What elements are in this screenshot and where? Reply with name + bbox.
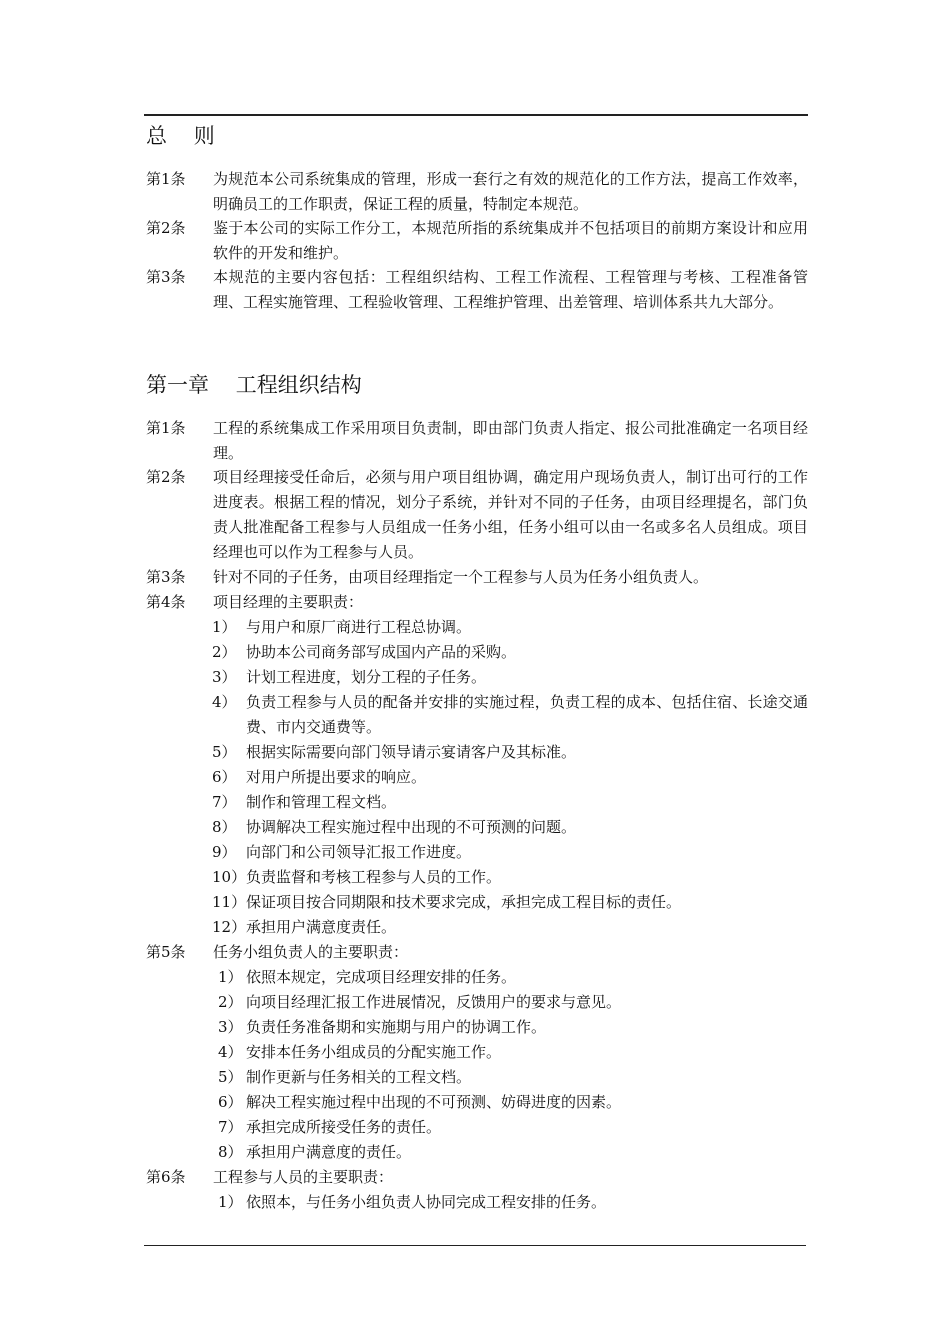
article-text: 项目经理接受任命后，必须与用户项目组协调，确定用户现场负责人，制订出可行的工作进度表。根据工程的情况，划分子系统，并针对不同的子任务，由项目经理提名，部门负责人批准配备工程参与人员组成一任务小组，任务小组可以由一名或多名人员组成。项目经理也可以作为工程参与人员。 — [213, 468, 808, 561]
list-item: 12） 承担用户满意度责任。 — [212, 918, 397, 936]
article-general-2 — [146, 216, 808, 266]
list-item: 1） 依照本规定，完成项目经理安排的任务。 — [218, 968, 517, 986]
list-item: 4） 安排本任务小组成员的分配实施工作。 — [218, 1043, 502, 1061]
list-item: 8） 协调解决工程实施过程中出现的不可预测的问题。 — [212, 818, 577, 836]
list-item: 7） 制作和管理工程文档。 — [212, 793, 397, 811]
article-general-3 — [146, 265, 808, 315]
list-item: 3） 负责任务准备期和实施期与用户的协调工作。 — [218, 1018, 547, 1036]
list-item: 11） 保证项目按合同期限和技术要求完成，承担完成工程目标的责任。 — [212, 893, 682, 911]
article-ch1-5 — [146, 940, 808, 965]
list-item: 4） 负责工程参与人员的配备并安排的实施过程，负责工程的成本、包括住宿、长途交通费、市内交通费等。 — [212, 693, 808, 736]
article-text: 工程参与人员的主要职责： — [213, 1168, 394, 1186]
article-text: 项目经理的主要职责： — [213, 593, 364, 611]
article-number: 第1条 — [146, 419, 186, 437]
list-item: 7） 承担完成所接受任务的责任。 — [218, 1118, 442, 1136]
article-number: 第3条 — [146, 568, 186, 586]
article-text: 工程的系统集成工作采用项目负责制，即由部门负责人指定、报公司批准确定一名项目经理。 — [213, 419, 808, 462]
article-number: 第4条 — [146, 593, 186, 611]
list-item: 8） 承担用户满意度的责任。 — [218, 1143, 412, 1161]
list-item: 10） 负责监督和考核工程参与人员的工作。 — [212, 868, 502, 886]
article-general-1 — [146, 167, 808, 217]
article-text: 针对不同的子任务，由项目经理指定一个工程参与人员为任务小组负责人。 — [213, 568, 709, 586]
article-text: 本规范的主要内容包括：工程组织结构、工程工作流程、工程管理与考核、工程准备管理、工程实施管理、工程验收管理、工程维护管理、出差管理、培训体系共九大部分。 — [213, 268, 808, 311]
list-item: 9） 向部门和公司领导汇报工作进度。 — [212, 843, 472, 861]
list-item: 5） 制作更新与任务相关的工程文档。 — [218, 1068, 472, 1086]
list-item: 3） 计划工程进度，划分工程的子任务。 — [212, 668, 487, 686]
list-item: 5） 根据实际需要向部门领导请示宴请客户及其标准。 — [212, 743, 577, 761]
article-number: 第2条 — [146, 219, 186, 237]
article-number: 第2条 — [146, 468, 186, 486]
list-item: 2） 协助本公司商务部写成国内产品的采购。 — [212, 643, 517, 661]
section-heading-general: 总 则 — [146, 124, 215, 148]
list-item: 1） 与用户和原厂商进行工程总协调。 — [212, 618, 472, 636]
list-item: 6） 对用户所提出要求的响应。 — [212, 768, 427, 786]
article-number: 第1条 — [146, 170, 186, 188]
article-number: 第3条 — [146, 268, 186, 286]
article-ch1-6 — [146, 1165, 808, 1190]
bottom-rule — [144, 1245, 806, 1246]
article-ch1-3 — [146, 565, 808, 590]
article-text: 任务小组负责人的主要职责： — [213, 943, 409, 961]
article-text: 鉴于本公司的实际工作分工，本规范所指的系统集成并不包括项目的前期方案设计和应用软件的开发和维护。 — [213, 219, 808, 262]
article-ch1-2 — [146, 465, 808, 565]
article-number: 第5条 — [146, 943, 186, 961]
article-number: 第6条 — [146, 1168, 186, 1186]
list-item: 6） 解决工程实施过程中出现的不可预测、妨碍进度的因素。 — [218, 1093, 622, 1111]
article-text: 为规范本公司系统集成的管理，形成一套行之有效的规范化的工作方法，提高工作效率，明确员工的工作职责，保证工程的质量，特制定本规范。 — [213, 170, 808, 213]
article-ch1-1 — [146, 416, 808, 466]
top-rule — [144, 114, 808, 116]
article-ch1-4 — [146, 590, 808, 615]
list-item: 2） 向项目经理汇报工作进展情况，反馈用户的要求与意见。 — [218, 993, 622, 1011]
chapter-heading: 第一章 工程组织结构 — [146, 373, 362, 397]
list-item: 1） 依照本，与任务小组负责人协同完成工程安排的任务。 — [218, 1193, 607, 1211]
